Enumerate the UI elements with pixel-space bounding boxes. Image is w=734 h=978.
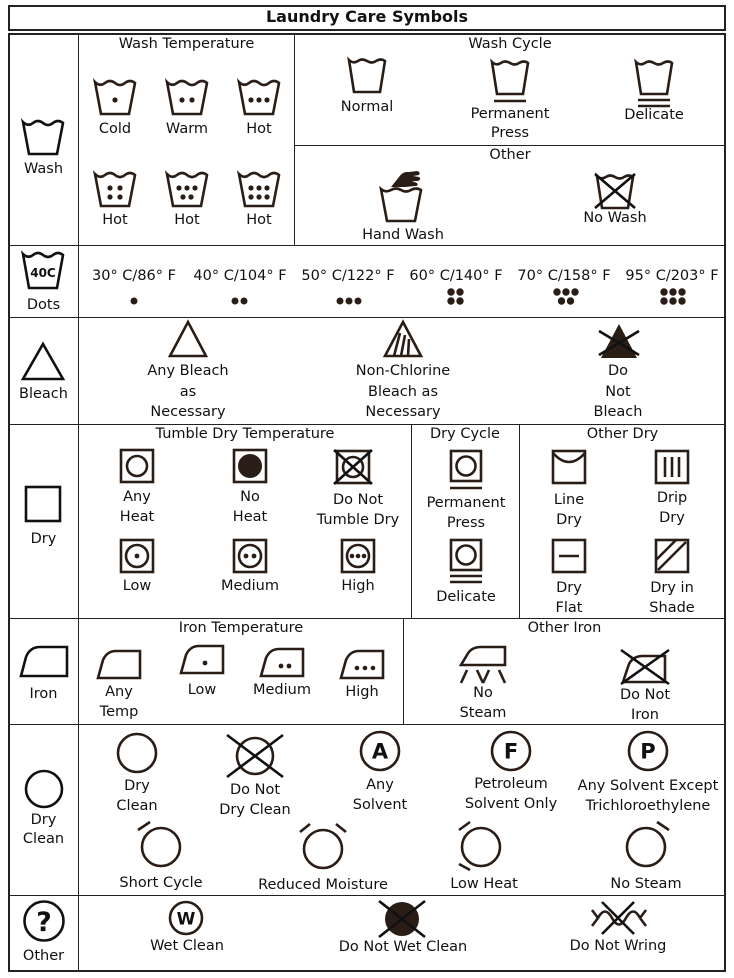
- wash-cycle-header: Wash Cycle: [468, 36, 552, 52]
- row-divider: [8, 895, 726, 896]
- short-cycle-label: Short Cycle: [119, 875, 203, 891]
- iron-low-label: Low: [187, 682, 217, 698]
- line-dry-icon: [551, 449, 587, 485]
- wash-normal-label: Normal: [340, 99, 394, 115]
- dry-clean-circle-icon: [23, 768, 65, 810]
- tumble-no-heat-icon: [232, 448, 268, 484]
- dots-temp-95: 95° C/203° F: [625, 268, 719, 284]
- two-dots-icon: [228, 294, 252, 308]
- any-bleach-icon: [168, 319, 208, 359]
- tumble-any-heat-icon: [119, 448, 155, 484]
- dry-row-label: Dry: [30, 531, 57, 547]
- wash-warm-icon: [165, 77, 209, 117]
- dry-delicate-icon: [449, 538, 483, 586]
- svg-text:F: F: [503, 739, 519, 764]
- do-not-iron-icon: [619, 646, 671, 686]
- wash-permanent-press-icon: [490, 57, 530, 107]
- dry-in-shade-label: Dry in Shade: [649, 580, 695, 616]
- col-divider: [519, 424, 520, 618]
- iron-medium-label: Medium: [253, 682, 311, 698]
- wash-other-header: Other: [489, 147, 531, 163]
- any-solvent-except-label: Any Solvent Except Trichloroethylene: [577, 778, 719, 814]
- do-not-tumble-dry-icon: [333, 449, 373, 485]
- svg-text:?: ?: [36, 907, 52, 938]
- dots-temp-70: 70° C/158° F: [517, 268, 611, 284]
- no-steam-label: No Steam: [459, 685, 507, 721]
- do-not-iron-label: Do Not Iron: [619, 687, 671, 723]
- tumble-low-icon: [119, 538, 155, 574]
- wash-hot-4-icon: [93, 169, 137, 209]
- line-dry-label: Line Dry: [553, 492, 585, 528]
- wash-hot-label: Hot: [246, 121, 272, 137]
- low-heat-label: Low Heat: [450, 876, 518, 892]
- do-not-dry-clean-label: Do Not Dry Clean: [219, 782, 291, 818]
- three-dots-icon: [334, 294, 364, 308]
- wash-cold-icon: [93, 77, 137, 117]
- dots-40c-icon: [21, 249, 65, 291]
- dots-temp-40: 40° C/104° F: [193, 268, 287, 284]
- dry-square-icon: [24, 485, 62, 523]
- bleach-triangle-icon: [21, 341, 65, 381]
- reduced-moisture-label: Reduced Moisture: [258, 877, 388, 893]
- wash-hot-3-icon: [237, 77, 281, 117]
- short-cycle-icon: [136, 820, 186, 870]
- dry-permanent-press-icon: [449, 449, 483, 491]
- tumble-high-label: High: [341, 578, 375, 594]
- page-title: Laundry Care Symbols: [265, 7, 469, 26]
- svg-text:W: W: [176, 909, 196, 930]
- iron-high-icon: [338, 645, 386, 681]
- wash-hot-6-icon: [237, 169, 281, 209]
- dry-cycle-header: Dry Cycle: [430, 426, 500, 442]
- tumble-medium-label: Medium: [221, 578, 279, 594]
- dots-temp-30: 30° C/86° F: [92, 268, 176, 284]
- question-mark-icon: [22, 899, 66, 943]
- svg-text:A: A: [371, 739, 389, 764]
- tumble-no-heat-label: No Heat: [232, 489, 268, 525]
- do-not-bleach-label: Do Not Bleach: [593, 363, 643, 420]
- tumble-any-heat-label: Any Heat: [119, 489, 155, 525]
- dots-temp-50: 50° C/122° F: [301, 268, 395, 284]
- no-steam-dry-clean-label: No Steam: [610, 876, 682, 892]
- do-not-wet-clean-icon: [377, 899, 427, 939]
- six-dots-icon: [659, 287, 687, 307]
- one-dot-icon: [124, 294, 144, 308]
- iron-low-icon: [178, 640, 226, 676]
- wash-hot-label: Hot: [174, 212, 200, 228]
- do-not-bleach-icon: [597, 321, 641, 361]
- do-not-dry-clean-icon: [223, 733, 287, 779]
- any-bleach-label: Any Bleach as Necessary: [147, 363, 229, 420]
- other-iron-header: Other Iron: [527, 620, 602, 636]
- wet-clean-label: Wet Clean: [150, 938, 224, 954]
- hand-wash-label: Hand Wash: [362, 227, 444, 243]
- do-not-wring-icon: [590, 900, 646, 936]
- low-heat-icon: [456, 820, 506, 872]
- wash-hot-5-icon: [165, 169, 209, 209]
- wash-hot-label: Hot: [102, 212, 128, 228]
- no-wash-label: No Wash: [583, 210, 647, 226]
- reduced-moisture-icon: [298, 820, 348, 872]
- any-solvent-icon: [358, 729, 402, 773]
- wash-cold-label: Cold: [98, 121, 132, 137]
- wash-row-label: Wash: [23, 161, 64, 177]
- do-not-wring-label: Do Not Wring: [569, 938, 667, 954]
- wash-delicate-label: Delicate: [624, 107, 684, 123]
- other-dry-header: Other Dry: [586, 426, 659, 442]
- wet-clean-icon: [168, 900, 204, 936]
- drip-dry-icon: [654, 449, 690, 485]
- dots-row-label: Dots: [26, 297, 61, 313]
- tumble-dry-header: Tumble Dry Temperature: [155, 426, 335, 442]
- iron-row-label: Iron: [29, 686, 58, 702]
- wash-normal-icon: [347, 55, 387, 95]
- iron-any-temp-label: Any Temp: [99, 684, 139, 720]
- five-dots-icon: [552, 287, 580, 307]
- bleach-row-label: Bleach: [19, 386, 68, 402]
- drip-dry-label: Drip Dry: [656, 490, 688, 526]
- row-divider: [8, 245, 726, 246]
- dry-clean-icon: [115, 731, 159, 775]
- wash-temperature-header: Wash Temperature: [118, 36, 255, 52]
- svg-text:P: P: [640, 739, 656, 764]
- no-steam-dry-clean-icon: [621, 820, 671, 870]
- dry-flat-label: Dry Flat: [555, 580, 583, 616]
- laundry-care-chart: [8, 5, 726, 972]
- petroleum-solvent-label: Petroleum Solvent Only: [464, 776, 558, 812]
- dry-flat-icon: [551, 538, 587, 574]
- no-wash-icon: [594, 171, 636, 211]
- dry-clean-row-label: Dry Clean: [22, 812, 65, 847]
- wash-hot-label: Hot: [246, 212, 272, 228]
- do-not-wet-clean-label: Do Not Wet Clean: [338, 939, 468, 955]
- tumble-medium-icon: [232, 538, 268, 574]
- row-divider: [8, 317, 726, 318]
- svg-text:40C: 40C: [30, 266, 56, 280]
- dry-in-shade-icon: [654, 538, 690, 574]
- wash-delicate-icon: [634, 57, 674, 109]
- non-chlorine-bleach-label: Non-Chlorine Bleach as Necessary: [355, 363, 451, 420]
- iron-any-temp-icon: [95, 645, 143, 681]
- iron-medium-icon: [258, 643, 306, 679]
- dry-permanent-press-label: Permanent Press: [426, 495, 506, 531]
- any-solvent-except-icon: [626, 729, 670, 773]
- wash-warm-label: Warm: [165, 121, 209, 137]
- iron-high-label: High: [345, 684, 379, 700]
- wash-permanent-press-label: Permanent Press: [470, 106, 550, 141]
- do-not-tumble-dry-label: Do Not Tumble Dry: [316, 492, 400, 528]
- wash-icon: [21, 117, 65, 157]
- iron-icon: [18, 641, 70, 679]
- dry-delicate-label: Delicate: [436, 589, 496, 605]
- no-steam-icon: [457, 643, 509, 685]
- other-row-label: Other: [22, 948, 65, 964]
- any-solvent-label: Any Solvent: [352, 777, 408, 813]
- petroleum-solvent-icon: [489, 729, 533, 773]
- four-dots-icon: [446, 287, 466, 307]
- hand-wash-icon: [379, 169, 425, 225]
- dots-temp-60: 60° C/140° F: [409, 268, 503, 284]
- non-chlorine-bleach-icon: [383, 319, 423, 359]
- tumble-high-icon: [340, 538, 376, 574]
- iron-temperature-header: Iron Temperature: [178, 620, 304, 636]
- dry-clean-label: Dry Clean: [116, 778, 158, 814]
- tumble-low-label: Low: [122, 578, 152, 594]
